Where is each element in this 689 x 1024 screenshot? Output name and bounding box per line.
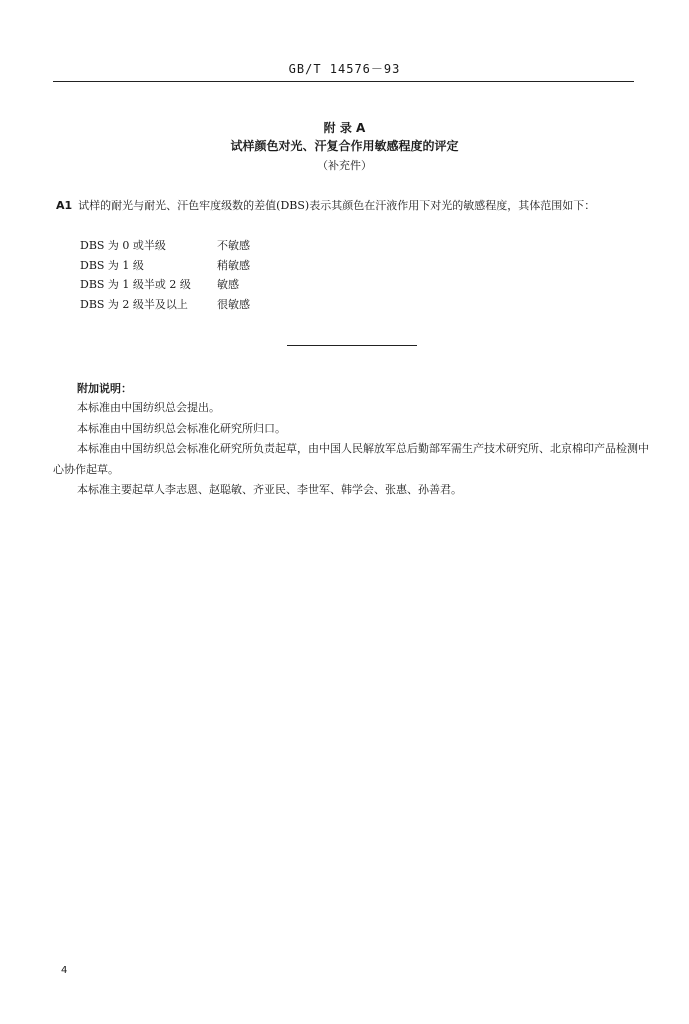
appendix-note: （补充件） <box>317 159 372 172</box>
grade-sensitivity: 很敏感 <box>217 297 250 311</box>
header-rule <box>53 81 634 82</box>
grade-sensitivity: 敏感 <box>217 278 239 291</box>
grade-condition: DBS 为 0 或半级 <box>80 239 166 252</box>
clause-number: A1 <box>56 199 73 212</box>
notes-heading: 附加说明： <box>77 382 132 395</box>
grade-table <box>80 236 250 314</box>
standard-code: GB/T 14576－93 <box>288 62 401 76</box>
clause-a1 <box>56 196 648 215</box>
section-divider <box>287 345 417 346</box>
grade-row <box>80 256 250 276</box>
note-paragraph: 本标准由中国纺织总会标准化研究所归口。 <box>77 421 286 435</box>
grade-sensitivity: 稍敏感 <box>217 258 250 272</box>
appendix-title: 附 录 A <box>323 121 366 135</box>
grade-row <box>80 236 250 256</box>
grade-condition: DBS 为 1 级 <box>80 258 144 272</box>
additional-notes <box>53 398 651 501</box>
clause-text: 试样的耐光与耐光、汗色牢度级数的差值(DBS)表示其颜色在汗液作用下对光的敏感程度，其体范围如下： <box>78 199 596 212</box>
appendix-subtitle: 试样颜色对光、汗复合作用敏感程度的评定 <box>230 139 459 153</box>
note-paragraph: 本标准由中国纺织总会标准化研究所负责起草，由中国人民解放军总后勤部军需生产技术研究所、北京棉印产品检测中心协作起草。 <box>53 442 649 476</box>
note-paragraph: 本标准由中国纺织总会提出。 <box>77 401 220 414</box>
grade-sensitivity: 不敏感 <box>217 239 250 252</box>
grade-condition: DBS 为 1 级半或 2 级 <box>80 278 191 291</box>
grade-row <box>80 295 250 315</box>
grade-row <box>80 275 250 295</box>
grade-condition: DBS 为 2 级半及以上 <box>80 297 188 311</box>
page-number: 4 <box>61 965 68 976</box>
note-paragraph: 本标准主要起草人李志恩、赵聪敏、齐亚民、李世军、韩学会、张惠、孙善君。 <box>77 483 462 496</box>
